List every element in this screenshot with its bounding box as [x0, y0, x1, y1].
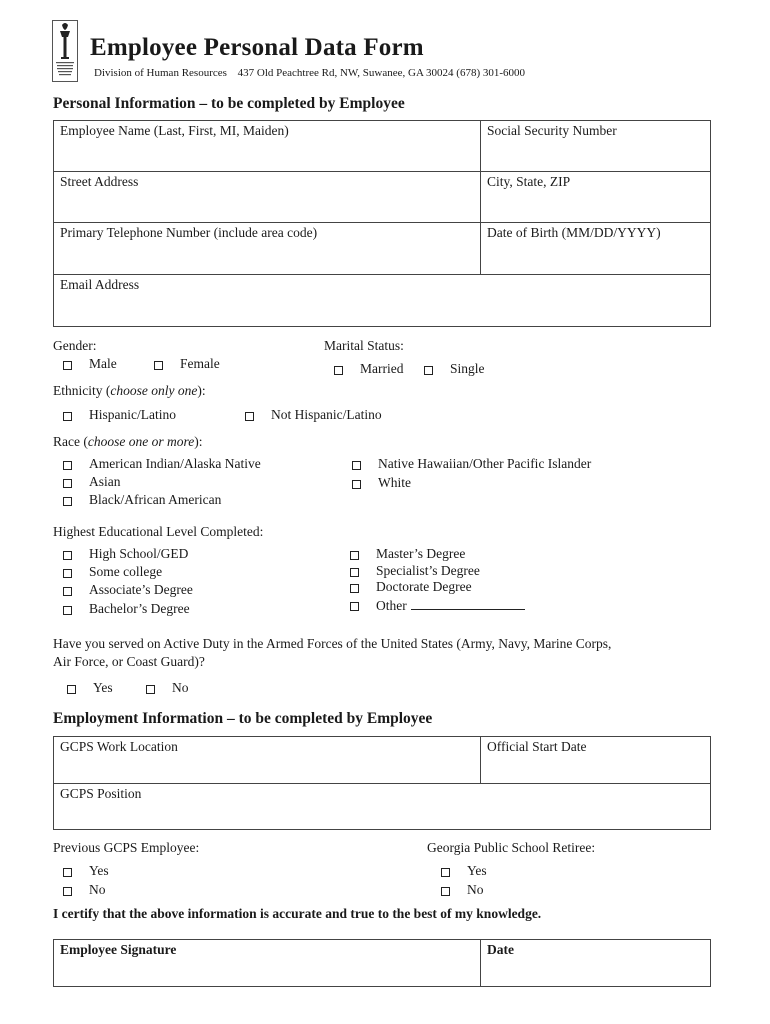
checkbox[interactable]: [352, 461, 361, 470]
employment-heading: Employment Information – to be completed by Employee: [53, 710, 433, 727]
signature-label: Employee Signature: [60, 942, 177, 957]
race-label-text: Race (: [53, 434, 88, 449]
dob-field[interactable]: [480, 222, 711, 275]
checkbox[interactable]: [441, 868, 450, 877]
education-option-label: High School/GED: [89, 546, 189, 561]
checkbox[interactable]: [350, 584, 359, 593]
marital-married-label: Married: [360, 361, 404, 376]
checkbox[interactable]: [63, 887, 72, 896]
race-hint: choose one or more: [87, 434, 195, 449]
checkbox[interactable]: [334, 366, 343, 375]
start-date-field[interactable]: [480, 736, 711, 784]
race-option-label: White: [378, 475, 411, 490]
checkbox[interactable]: [146, 685, 155, 694]
dob-label: Date of Birth (MM/DD/YYYY): [487, 225, 661, 240]
street-address-label: Street Address: [60, 174, 139, 189]
checkbox[interactable]: [63, 479, 72, 488]
checkbox[interactable]: [63, 497, 72, 506]
date-label: Date: [487, 942, 514, 957]
education-label: Highest Educational Level Completed:: [53, 524, 264, 539]
employee-name-field[interactable]: [53, 120, 481, 172]
military-yes-label: Yes: [93, 680, 113, 695]
checkbox[interactable]: [63, 569, 72, 578]
retiree-label: Georgia Public School Retiree:: [427, 840, 596, 855]
city-state-zip-label: City, State, ZIP: [487, 174, 571, 189]
city-state-zip-field[interactable]: [480, 171, 711, 223]
checkbox[interactable]: [245, 412, 254, 421]
education-option-label: Master’s Degree: [376, 546, 466, 561]
checkbox[interactable]: [63, 412, 72, 421]
ethnicity-label: [53, 383, 206, 399]
race-label: [53, 434, 202, 450]
checkbox[interactable]: [350, 568, 359, 577]
header-subtitle: [94, 67, 533, 79]
gender-label: Gender:: [53, 338, 97, 353]
checkbox[interactable]: [441, 887, 450, 896]
ethnicity-hispanic-label: Hispanic/Latino: [89, 407, 176, 422]
other-blank-line[interactable]: [411, 597, 525, 610]
checkbox[interactable]: [154, 361, 163, 370]
education-option-label: Other: [376, 598, 407, 613]
checkbox[interactable]: [63, 461, 72, 470]
personal-heading: Personal Information – to be completed by Employee: [53, 95, 405, 112]
ethnicity-hint: choose only one: [110, 383, 198, 398]
race-option-label: Black/African American: [89, 492, 222, 507]
ethnicity-label-text: Ethnicity (: [53, 383, 111, 398]
previous-employee-label: Previous GCPS Employee:: [53, 840, 200, 855]
date-field[interactable]: [480, 939, 711, 987]
ssn-field[interactable]: [480, 120, 711, 172]
military-question-line2: Air Force, or Coast Guard)?: [53, 654, 205, 669]
email-field[interactable]: [53, 274, 711, 327]
employee-name-label: Employee Name (Last, First, MI, Maiden): [60, 123, 289, 138]
checkbox[interactable]: [63, 606, 72, 615]
phone-field[interactable]: [53, 222, 481, 275]
retiree-yes-label: Yes: [467, 863, 487, 878]
ethnicity-label-suffix: ):: [197, 383, 206, 398]
checkbox[interactable]: [67, 685, 76, 694]
street-address-field[interactable]: [53, 171, 481, 223]
education-option-label: Doctorate Degree: [376, 579, 472, 594]
previous-yes-label: Yes: [89, 863, 109, 878]
marital-single-label: Single: [450, 361, 485, 376]
position-label: GCPS Position: [60, 786, 142, 801]
checkbox[interactable]: [350, 602, 359, 611]
marital-status-label: Marital Status:: [324, 338, 404, 353]
previous-no-label: No: [89, 882, 106, 897]
race-option-label: American Indian/Alaska Native: [89, 456, 261, 471]
military-question-line1: Have you served on Active Duty in the Armed Forces of the United States (Army, Navy, Marine Corps,: [53, 636, 612, 651]
checkbox[interactable]: [350, 551, 359, 560]
race-option-label: Native Hawaiian/Other Pacific Islander: [378, 456, 592, 471]
gender-female-label: Female: [180, 356, 220, 371]
certify-statement: I certify that the above information is accurate and true to the best of my knowledge.: [53, 906, 542, 921]
position-field[interactable]: [53, 783, 711, 830]
email-label: Email Address: [60, 277, 140, 292]
page-title: Employee Personal Data Form: [90, 34, 424, 61]
race-option-label: Asian: [89, 474, 121, 489]
military-no-label: No: [172, 680, 189, 695]
education-option-label: Bachelor’s Degree: [89, 601, 190, 616]
division-address: 437 Old Peachtree Rd, NW, Suwanee, GA 30024 (678) 301-6000: [237, 67, 526, 79]
gender-male-label: Male: [89, 356, 117, 371]
ethnicity-not-hispanic-label: Not Hispanic/Latino: [271, 407, 382, 422]
checkbox[interactable]: [63, 361, 72, 370]
education-option-label: Associate’s Degree: [89, 582, 193, 597]
checkbox[interactable]: [63, 551, 72, 560]
work-location-field[interactable]: [53, 736, 481, 784]
retiree-no-label: No: [467, 882, 484, 897]
signature-field[interactable]: [53, 939, 481, 987]
checkbox[interactable]: [63, 868, 72, 877]
work-location-label: GCPS Work Location: [60, 739, 178, 754]
checkbox[interactable]: [63, 587, 72, 596]
race-label-suffix: ):: [194, 434, 203, 449]
checkbox[interactable]: [352, 480, 361, 489]
torch-logo-icon: [52, 20, 78, 82]
start-date-label: Official Start Date: [487, 739, 587, 754]
division-name: Division of Human Resources: [94, 67, 227, 79]
ssn-label: Social Security Number: [487, 123, 617, 138]
phone-label: Primary Telephone Number (include area code): [60, 225, 318, 240]
checkbox[interactable]: [424, 366, 433, 375]
education-option-label: Some college: [89, 564, 163, 579]
education-option-label: Specialist’s Degree: [376, 563, 480, 578]
